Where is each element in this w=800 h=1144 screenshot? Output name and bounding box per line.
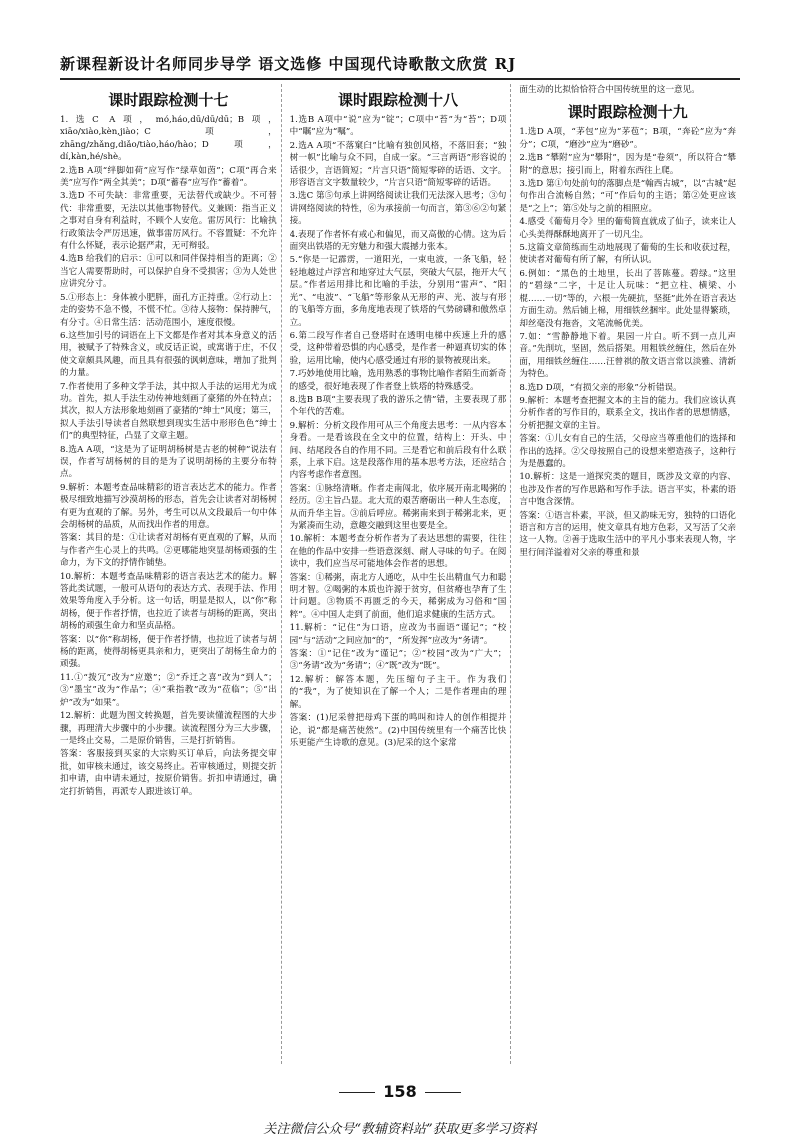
item-list [290,114,507,749]
answer-item: 5.“你是一记霹雳，一道阳光，一束电波，一条飞船，轻轻地越过卢浮宫和地穿过大气层，突破大气层，拖开大气层。”作者运用排比和比喻的手法，分别用“雷声”、“阳光”、“电波”、“飞船”等形象从无形的声、光、波与有形的飞船等方面，多角度地表现了铁塔的气势磅礴和傲然卓立。 [289,255,507,328]
page-number: 158 [0,1082,800,1101]
answer-item: 4.选B 给我们的启示：①可以和同伴保持相当的距离；②当它人需要帮助时，可以保护自身不受损害；③为人处世应讲究分寸。 [60,254,277,290]
column-2 [290,84,512,1064]
answer-item: 1.选C A项，mó,háo,dū/dū/dū；B项，xiāo/xiào,kèn,jiào；C项，zhāng/zhǎng,diǎo/tiào,háo/hào；D项，dí,kàn,hé/shè。 [60,115,277,163]
answer-item: 11.①“拨冗”改为“应邀”；②“乔迁之喜”改为“到人”；③“墨宝”改为“作品”；④“乘指教”改为“莅临”；⑤“出炉”改为“如果”。 [60,672,277,708]
item-list-top [519,84,736,96]
answer-item: 1.选D A项，“茅包”应为“茅苞”；B项，“奔砼”应为“奔分”；C项，“磨沙”应为“磨砂”。 [519,127,737,150]
answer-item: 9.解析：本题考查品味精彩的语言表达艺术的能力。作者极尽细致地描写沙漠胡杨的形态，首先会让读者对胡杨树有更为直观的了解。另外，考生可以从文段最后一句中体会胡杨树的品质，从而找出作者的用意。 [60,482,277,530]
answer-item: 答案：①稀粥，南北方人通吃，从中生长出精血气力和聪明才智。②喝粥的本质也许源于贫穷，但贫瘠也孕育了生计问题。③物质不再匮乏的今天，稀粥成为习俗和“国粹”。④中国人走到了前面，他们追求健康的生活方式。 [289,572,507,620]
answer-item: 5.①形态上：身体被小肥胖，面孔方正持重。②行动上：走的姿势不急不慢，不慌不忙。③待人接物：保持脾气，有分寸。④日常生活：活动范围小，速度很慢。 [60,292,277,328]
answer-item: 2.选B A项“绊脚如荷”应写作“绿草如茵”；C项“再合来美”应写作“两全其美”；D项“蓄春”应写作“蓄着”。 [60,165,277,189]
answer-item: 答案：(1)尼采曾把母鸡下蛋的鸣叫和诗人的创作相提并论，说“都是痛苦使然”。(2)中国传统里有一个痛苦比快乐更能产生诗歌的意见。(3)尼采的这个家常 [289,713,507,748]
answer-item: 答案：以“你”称胡杨，便于作者抒情，也拉近了读者与胡杨的距离，使得胡杨更具亲和力，更突出了胡杨生命力的顽强。 [60,634,277,670]
answer-item: 10.解析：这是一道探究类的题目，既涉及文章的内容、也涉及作者的写作思路和写作手法。语言平实，朴素的语言中饱含深情。 [519,472,737,508]
answer-item: 答案：其目的是：①让读者对胡杨有更直观的了解，从而与作者产生心灵上的共鸣。②更哪能地突显胡杨顽强的生命力，为下文的抒情作铺垫。 [60,533,277,569]
answer-item: 答案：①“记住”改为“谨记”；②“校园”改为“广大”；③“务请”改为“务请”；④“既”改为“既”。 [289,649,507,672]
section-title: 课时跟踪检测十七 [108,91,229,109]
answer-item: 2.选B “攀附”应为“攀附”，因为是“卷须”，所以符合“攀附”的意思；接引而上，附着东西往上爬。 [519,153,737,176]
answer-item: 4.表现了作者怀有戒心和偏见，而又高傲的心情。这为后面突出铁塔的无穷魅力和强大震撼力张本。 [289,229,507,253]
section-title: 课时跟踪检测十八 [338,91,459,109]
footer-text: 关注微信公众号“教辅资料站”获取更多学习资料 [263,1122,537,1137]
answer-item: 8.选D D项，“有损父亲的形象”分析错误。 [519,382,682,393]
item-list [60,114,277,798]
answer-item: 7.如：“雪静静地下着。果园一片白。听不到一点儿声音。”先削坑，坚固，然后搭架。用粗铁丝缠住，然后在外面，用细铁丝缠住……汪曾祺的散文语言常以淡雅、清新为特色。 [519,331,737,380]
answer-item: 11.解析：“记住”为口语，应改为书面语“谨记”；“校园”与“活动”之间应加“的”，“所发挥”应改为“务请”。 [289,623,507,646]
answer-item: 8.选B B项“主要表现了我的游乐之情”错，主要表现了那个年代的苦难。 [289,394,507,418]
answer-item: 7.巧妙地使用比喻，选用熟悉的事物比喻作者陌生而新奇的感受，很好地表现了作者登上铁塔的特殊感受。 [289,369,507,392]
answer-item: 9.解析：本题考查把握文本的主旨的能力。我们应该认真分析作者的写作目的，联系全文，找出作者的思想情感，分析把握文章的主旨。 [519,395,737,431]
answer-item: 6.例如：“黑色的土地里，长出了菩陈蔓。碧绿。”这里的“碧绿”二字，十足让人玩味：“把立柱、横梁、小棍……一切”等的，六根一先硬抗，坚挺”此外在语言表达方面生动。然后铺上棉，用细铁丝捆牢。此处显得繁琐，却丝毫没有拖沓，文笔流畅优美。 [519,268,737,329]
running-header [60,44,740,80]
answer-item: 答案：①儿女有自己的生活，父母应当尊重他们的选择和作出的选择。②父母按照自己的设想来塑造孩子，这种行为是愚蠢的。 [519,434,737,469]
running-header-text: 新课程新设计名师同步导学 语文选修 中国现代诗歌散文欣赏 RJ [60,55,517,73]
answer-item: 6.第二段写作者自己登塔时在透明电梯中疾速上升的感受，这种带着恐惧的内心感受，是作者一种逼真切实的体验，运用比喻，使内心感受通过有形的景物被现出来。 [289,330,507,366]
column-3 [519,84,740,1064]
section-title: 课时跟踪检测十九 [567,103,688,122]
answer-columns [60,84,740,1064]
answer-item: 3.选D 不可失缺：非常重要，无法替代或缺少。不可替代：非常重要，无法以其他事物替代。义兼顾：指当正义之事对自身有利益时，不顾个人安危。雷厉风行：比喻执行政策法令严厉迅速，做事雷厉风行。不容置疑：不允许有什么怀疑，表示论据严肃，无可辩驳。 [60,191,277,252]
answer-item: 4.感受《葡萄月令》里的葡萄简直就成了仙子，读来让人心头美得酥酥地离开了一切凡尘。 [519,217,737,240]
answer-item: 3.选D 第①句处前句的落脚点是“翰西古城”，以“古城”起句作出合流畅自然；“可”作后句的主语；第②处更应该是“之上”；第⑤处与之前的相照应。 [519,179,737,214]
answer-item: 12.解析：解答本题，先压缩句子主干。作为我们的“我”，为了使知识在了解一个人；二是作者理由的理解。 [289,674,507,710]
answer-item: 6.这些加引号的词语在上下文都是作者对其本身意义的活用，被赋予了特殊含义，或反话正说，或寓谐于庄，不仅使文章颇具风趣，而且具有很强的讽刺意味，增加了批判的力量。 [60,330,277,379]
answer-item: 答案：①语言朴素，平淡，但又韵味无穷，独特的口语化语言和方言的运用，使文章具有地方色彩，又写活了父亲这一人物。②善于选取生活中的平凡小事来表现人物，字里行间洋溢着对父亲的尊重和景 [519,510,737,558]
answer-item: 答案：客服接到买家的大宗购买订单后，向法务提交审批，如审核未通过，该交易终止。若审核通过，则提交折扣申请，由申请未通过，按原价销售。折扣申请通过，确定打折销售，再派专人跟进该订单。 [60,749,277,797]
column-1 [60,84,282,1064]
answer-item: 2.选A A项“不落窠臼”比喻有独创风格，不落旧套；“独树一帜”比喻与众不同，自成一家。“三言两语”形容说的话很少，言语简短；“片言只语”简短零碎的话语、文字。形容语言文字数量较少，“片言只语”简短零碎的话语。 [289,140,507,189]
answer-item: 10.解析：本题考查分析作者为了表达思想的需要，往往在他的作品中安排一些语意深刻、耐人寻味的句子。在阅读中，我们应当尽可能地体会作者的思想。 [289,534,507,570]
answer-item: 答案：①脉络清晰。作者走南闯北，依序展开南北喝粥的经历。②主旨凸显。北大荒的艰苦磨砺出一种人生态度，从而升华主旨。③前后呼应。稀粥南来到于稀粥北来，更为紧凑而生动，意趣交融到这里也要是全。 [289,483,507,531]
answer-item: 9.解析：分析文段作用可从三个角度去思考：一从内容本身看。一是看该段在全文中的位置，结构上：开头、中间、结尾段各自的作用不同。三是看它和前后段有什么联系，上承下启。这是段落作用的基本思考方法，还应结合内容考虑作者意图。 [289,420,507,481]
answer-item: 面生动的比拟恰恰符合中国传统里的这一意见。 [519,85,700,95]
item-list [519,126,736,559]
answer-item: 3.选C 第⑤句承上讲网络阅读让我们无法深入思考；③句讲网络阅读的特性，⑥为承接前一句而言，第③⑥②句紧接。 [289,191,507,227]
answer-item: 8.选A A项，“这是为了证明胡杨树是古老的树种”说法有误，作者写胡杨树的目的是为了说明胡杨的主要分布特点。 [60,444,277,480]
answer-item: 7.作者使用了多种文学手法，其中拟人手法的运用尤为成功。首先，拟人手法生动传神地刻画了豪猪的外在特点；其次，拟人方法形象地刻画了豪猪的“绅士”风度；第三，拟人手法引导读者自然联想到现实生活中形形色色“绅士们”的典型特征，凸显了文章主题。 [60,381,277,442]
answer-item: 10.解析：本题考查品味精彩的语言表达艺术的能力。解答此类试题，一般可从语句的表达方式、表现手法、作用效果等角度入手分析。这一句话，明显是拟人，以“你”称胡杨，便于作者抒情，也拉近了读者与胡杨的距离，突出胡杨的顽强生命力和坚贞品格。 [60,571,277,632]
answer-item: 5.这篇文章简练而生动地展现了葡萄的生长和收获过程，使读者对葡萄有所了解，有所认识。 [519,243,737,266]
answer-item: 12.解析：此题为图文转换题，首先要读懂流程图的大步骤，再理清大步骤中的小步骤。读流程图分为三大步骤，一是终止交易，二是原价销售，三是打折销售。 [60,711,277,746]
answer-item: 1.选B A项中“说”应为“锭”；C项中“苔”为“苔”；D项中“瞩”应为“嘱”。 [289,115,507,138]
